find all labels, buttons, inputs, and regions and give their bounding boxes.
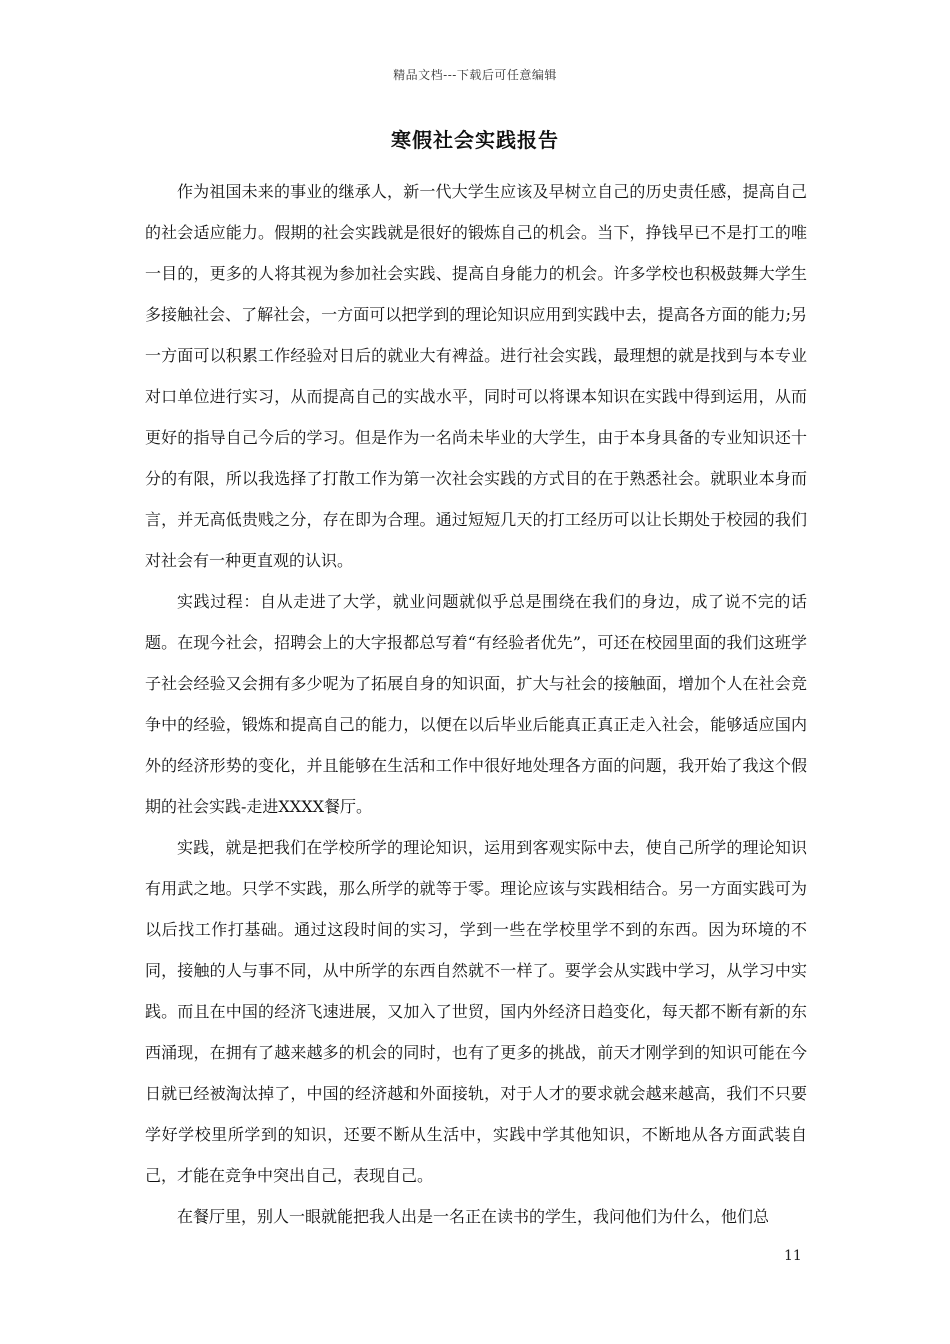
document-title: 寒假社会实践报告 [391, 128, 559, 152]
paragraph-1: 作为祖国未来的事业的继承人，新一代大学生应该及早树立自己的历史责任感，提高自己的社会适应能力。假期的社会实践就是很好的锻炼自己的机会。当下，挣钱早已不是打工的唯一目的，更多的人将其视为参加社会实践、提高自身能力的机会。许多学校也积极鼓舞大学生多接触社会、了解社会，一方面可以把学到的理论知识应用到实践中去，提高各方面的能力;另一方面可以积累工作经验对日后的就业大有裨益。进行社会实践，最理想的就是找到与本专业对口单位进行实习，从而提高自己的实战水平，同时可以将课本知识在实践中得到运用，从而更好的指导自己今后的学习。但是作为一名尚未毕业的大学生，由于本身具备的专业知识还十分的有限，所以我选择了打散工作为第一次社会实践的方式目的在于熟悉社会。就职业本身而言，并无高低贵贱之分，存在即为合理。通过短短几天的打工经历可以让长期处于校园的我们对社会有一种更直观的认识。 [145, 182, 807, 570]
page-number: 11 [784, 1248, 802, 1264]
paragraph-2: 实践过程：自从走进了大学，就业问题就似乎总是围绕在我们的身边，成了说不完的话题。在现今社会，招聘会上的大字报都总写着“有经验者优先”，可还在校园里面的我们这班学子社会经验又会拥有多少呢为了拓展自身的知识面，扩大与社会的接触面，增加个人在社会竞争中的经验，锻炼和提高自己的能力，以便在以后毕业后能真正真正走入社会，能够适应国内外的经济形势的变化，并且能够在生活和工作中很好地处理各方面的问题，我开始了我这个假期的社会实践-走进XXXX餐厅。 [145, 592, 807, 816]
page-header: 精品文档---下载后可任意编辑 [393, 68, 557, 82]
document-body [145, 171, 807, 1237]
paragraph-3: 实践，就是把我们在学校所学的理论知识，运用到客观实际中去，使自己所学的理论知识有用武之地。只学不实践，那么所学的就等于零。理论应该与实践相结合。另一方面实践可为以后找工作打基础。通过这段时间的实习，学到一些在学校里学不到的东西。因为环境的不同，接触的人与事不同，从中所学的东西自然就不一样了。要学会从实践中学习，从学习中实践。而且在中国的经济飞速进展，又加入了世贸，国内外经济日趋变化，每天都不断有新的东西涌现，在拥有了越来越多的机会的同时，也有了更多的挑战，前天才刚学到的知识可能在今日就已经被淘汰掉了，中国的经济越和外面接轨，对于人才的要求就会越来越高，我们不只要学好学校里所学到的知识，还要不断从生活中，实践中学其他知识，不断地从各方面武装自己，才能在竞争中突出自己，表现自己。 [145, 838, 807, 1185]
paragraph-4: 在餐厅里，别人一眼就能把我人出是一名正在读书的学生，我问他们为什么，他们总 [177, 1207, 770, 1226]
